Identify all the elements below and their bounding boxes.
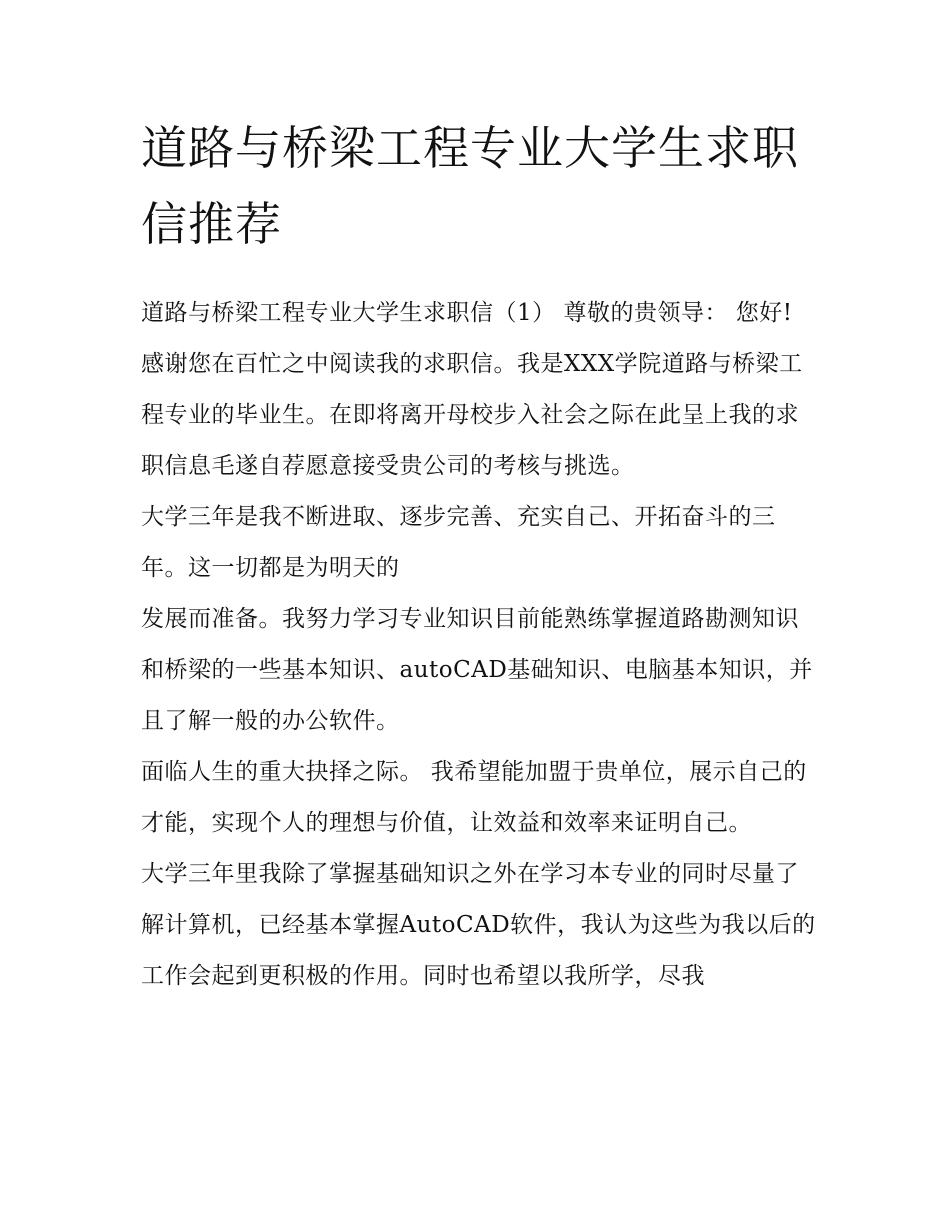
document-page: [141, 110, 821, 1002]
paragraph-introduction: 感谢您在百忙之中阅读我的求职信。我是XXX学院道路与桥梁工程专业的毕业生。在即将离开母校步入社会之际在此呈上我的求职信息毛遂自荐愿意接受贵公司的考核与挑选。: [141, 351, 803, 479]
document-title: 道路与桥梁工程专业大学生求职信推荐: [141, 121, 799, 251]
paragraph-aspiration: 面临人生的重大抉择之际。 我希望能加盟于贵单位，展示自己的才能，实现个人的理想与价值，让效益和效率来证明自己。: [141, 759, 807, 836]
paragraph-university-years: 大学三年是我不断进取、逐步完善、充实自己、开拓奋斗的三年。这一切都是为明天的: [141, 504, 776, 581]
paragraph-skills: 发展而准备。我努力学习专业知识目前能熟练掌握道路勘测知识和桥梁的一些基本知识、autoCAD基础知识、电脑基本知识，并且了解一般的办公软件。: [141, 606, 813, 734]
paragraph-greeting: 道路与桥梁工程专业大学生求职信（1） 尊敬的贵领导： 您好!: [141, 300, 793, 326]
document-body: [141, 288, 821, 1002]
paragraph-computer-skills: 大学三年里我除了掌握基础知识之外在学习本专业的同时尽量了解计算机，已经基本掌握AutoCAD软件，我认为这些为我以后的工作会起到更积极的作用。同时也希望以我所学，尽我: [141, 861, 816, 989]
